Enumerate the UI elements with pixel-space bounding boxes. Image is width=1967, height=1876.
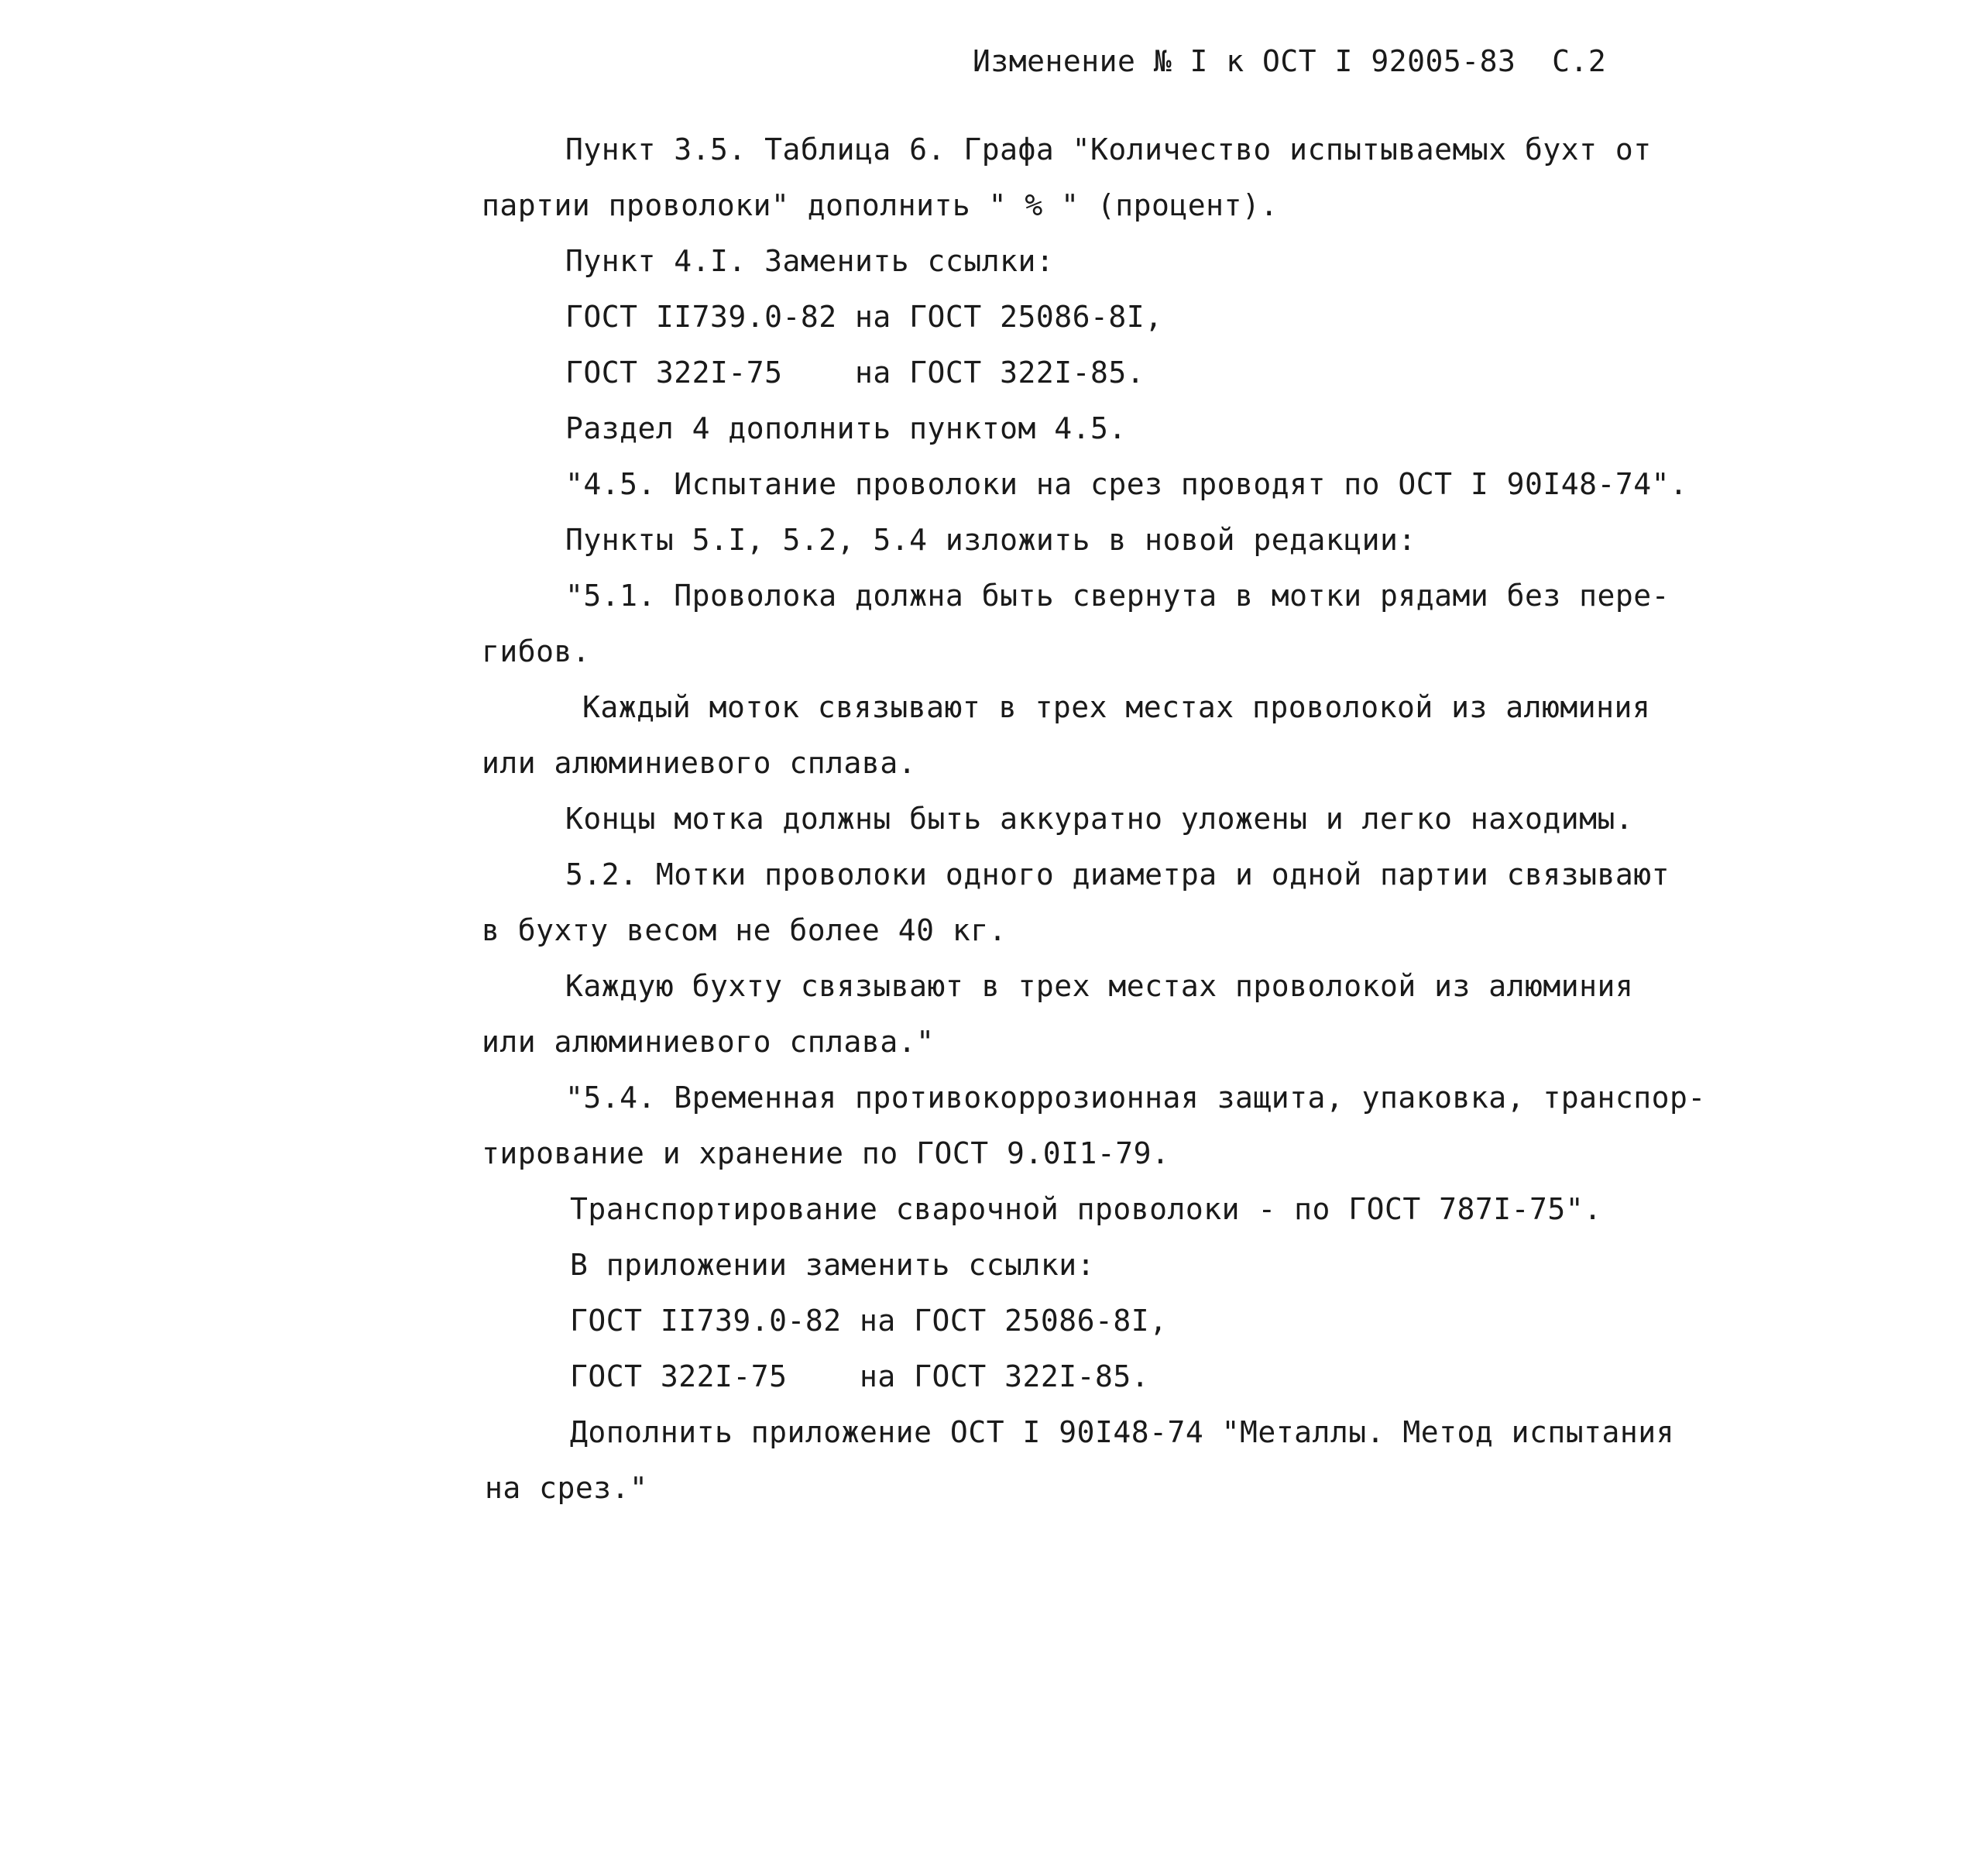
text-line: партии проволоки" дополнить " % " (процент).: [482, 188, 1279, 222]
text-line: тирование и хранение по ГОСТ 9.0I1-79.: [482, 1136, 1170, 1170]
text-line: Пункт 4.I. Заменить ссылки:: [565, 244, 1055, 278]
text-line: ГОСТ 322I-75 на ГОСТ 322I-85.: [570, 1359, 1150, 1393]
text-line: В приложении заменить ссылки:: [570, 1248, 1095, 1282]
text-line: "4.5. Испытание проволоки на срез проводят по ОСТ I 90I48-74".: [565, 467, 1688, 501]
text-line: Раздел 4 дополнить пунктом 4.5.: [565, 411, 1127, 445]
text-line: Концы мотка должны быть аккуратно уложены и легко находимы.: [565, 802, 1634, 836]
text-line: Дополнить приложение ОСТ I 90I48-74 "Металлы. Метод испытания: [570, 1415, 1675, 1449]
text-line: в бухту весом не более 40 кг.: [482, 913, 1007, 947]
text-line: Пункт 3.5. Таблица 6. Графа "Количество испытываемых бухт от: [565, 132, 1652, 167]
text-line: Каждую бухту связывают в трех местах проволокой из алюминия: [565, 969, 1634, 1003]
text-line: "5.4. Временная противокоррозионная защита, упаковка, транспор-: [565, 1081, 1706, 1115]
page-header: Изменение № I к ОСТ I 92005-83 С.2: [973, 44, 1607, 78]
text-line: или алюминиевого сплава.: [482, 746, 917, 780]
text-line: Пункты 5.I, 5.2, 5.4 изложить в новой редакции:: [565, 523, 1416, 557]
text-line: ГОСТ II739.0-82 на ГОСТ 25086-8I,: [565, 300, 1163, 334]
text-line: Транспортирование сварочной проволоки - по ГОСТ 787I-75".: [570, 1192, 1602, 1226]
text-line: на срез.": [485, 1471, 648, 1505]
text-line: ГОСТ II739.0-82 на ГОСТ 25086-8I,: [570, 1304, 1168, 1338]
text-line: ГОСТ 322I-75 на ГОСТ 322I-85.: [565, 356, 1145, 390]
text-line: "5.1. Проволока должна быть свернута в мотки рядами без пере-: [565, 579, 1670, 613]
text-line: гибов.: [482, 634, 591, 668]
text-line: или алюминиевого сплава.": [482, 1025, 935, 1059]
text-line: 5.2. Мотки проволоки одного диаметра и одной партии связывают: [565, 857, 1670, 892]
text-line: Каждый моток связывают в трех местах проволокой из алюминия: [582, 690, 1651, 724]
